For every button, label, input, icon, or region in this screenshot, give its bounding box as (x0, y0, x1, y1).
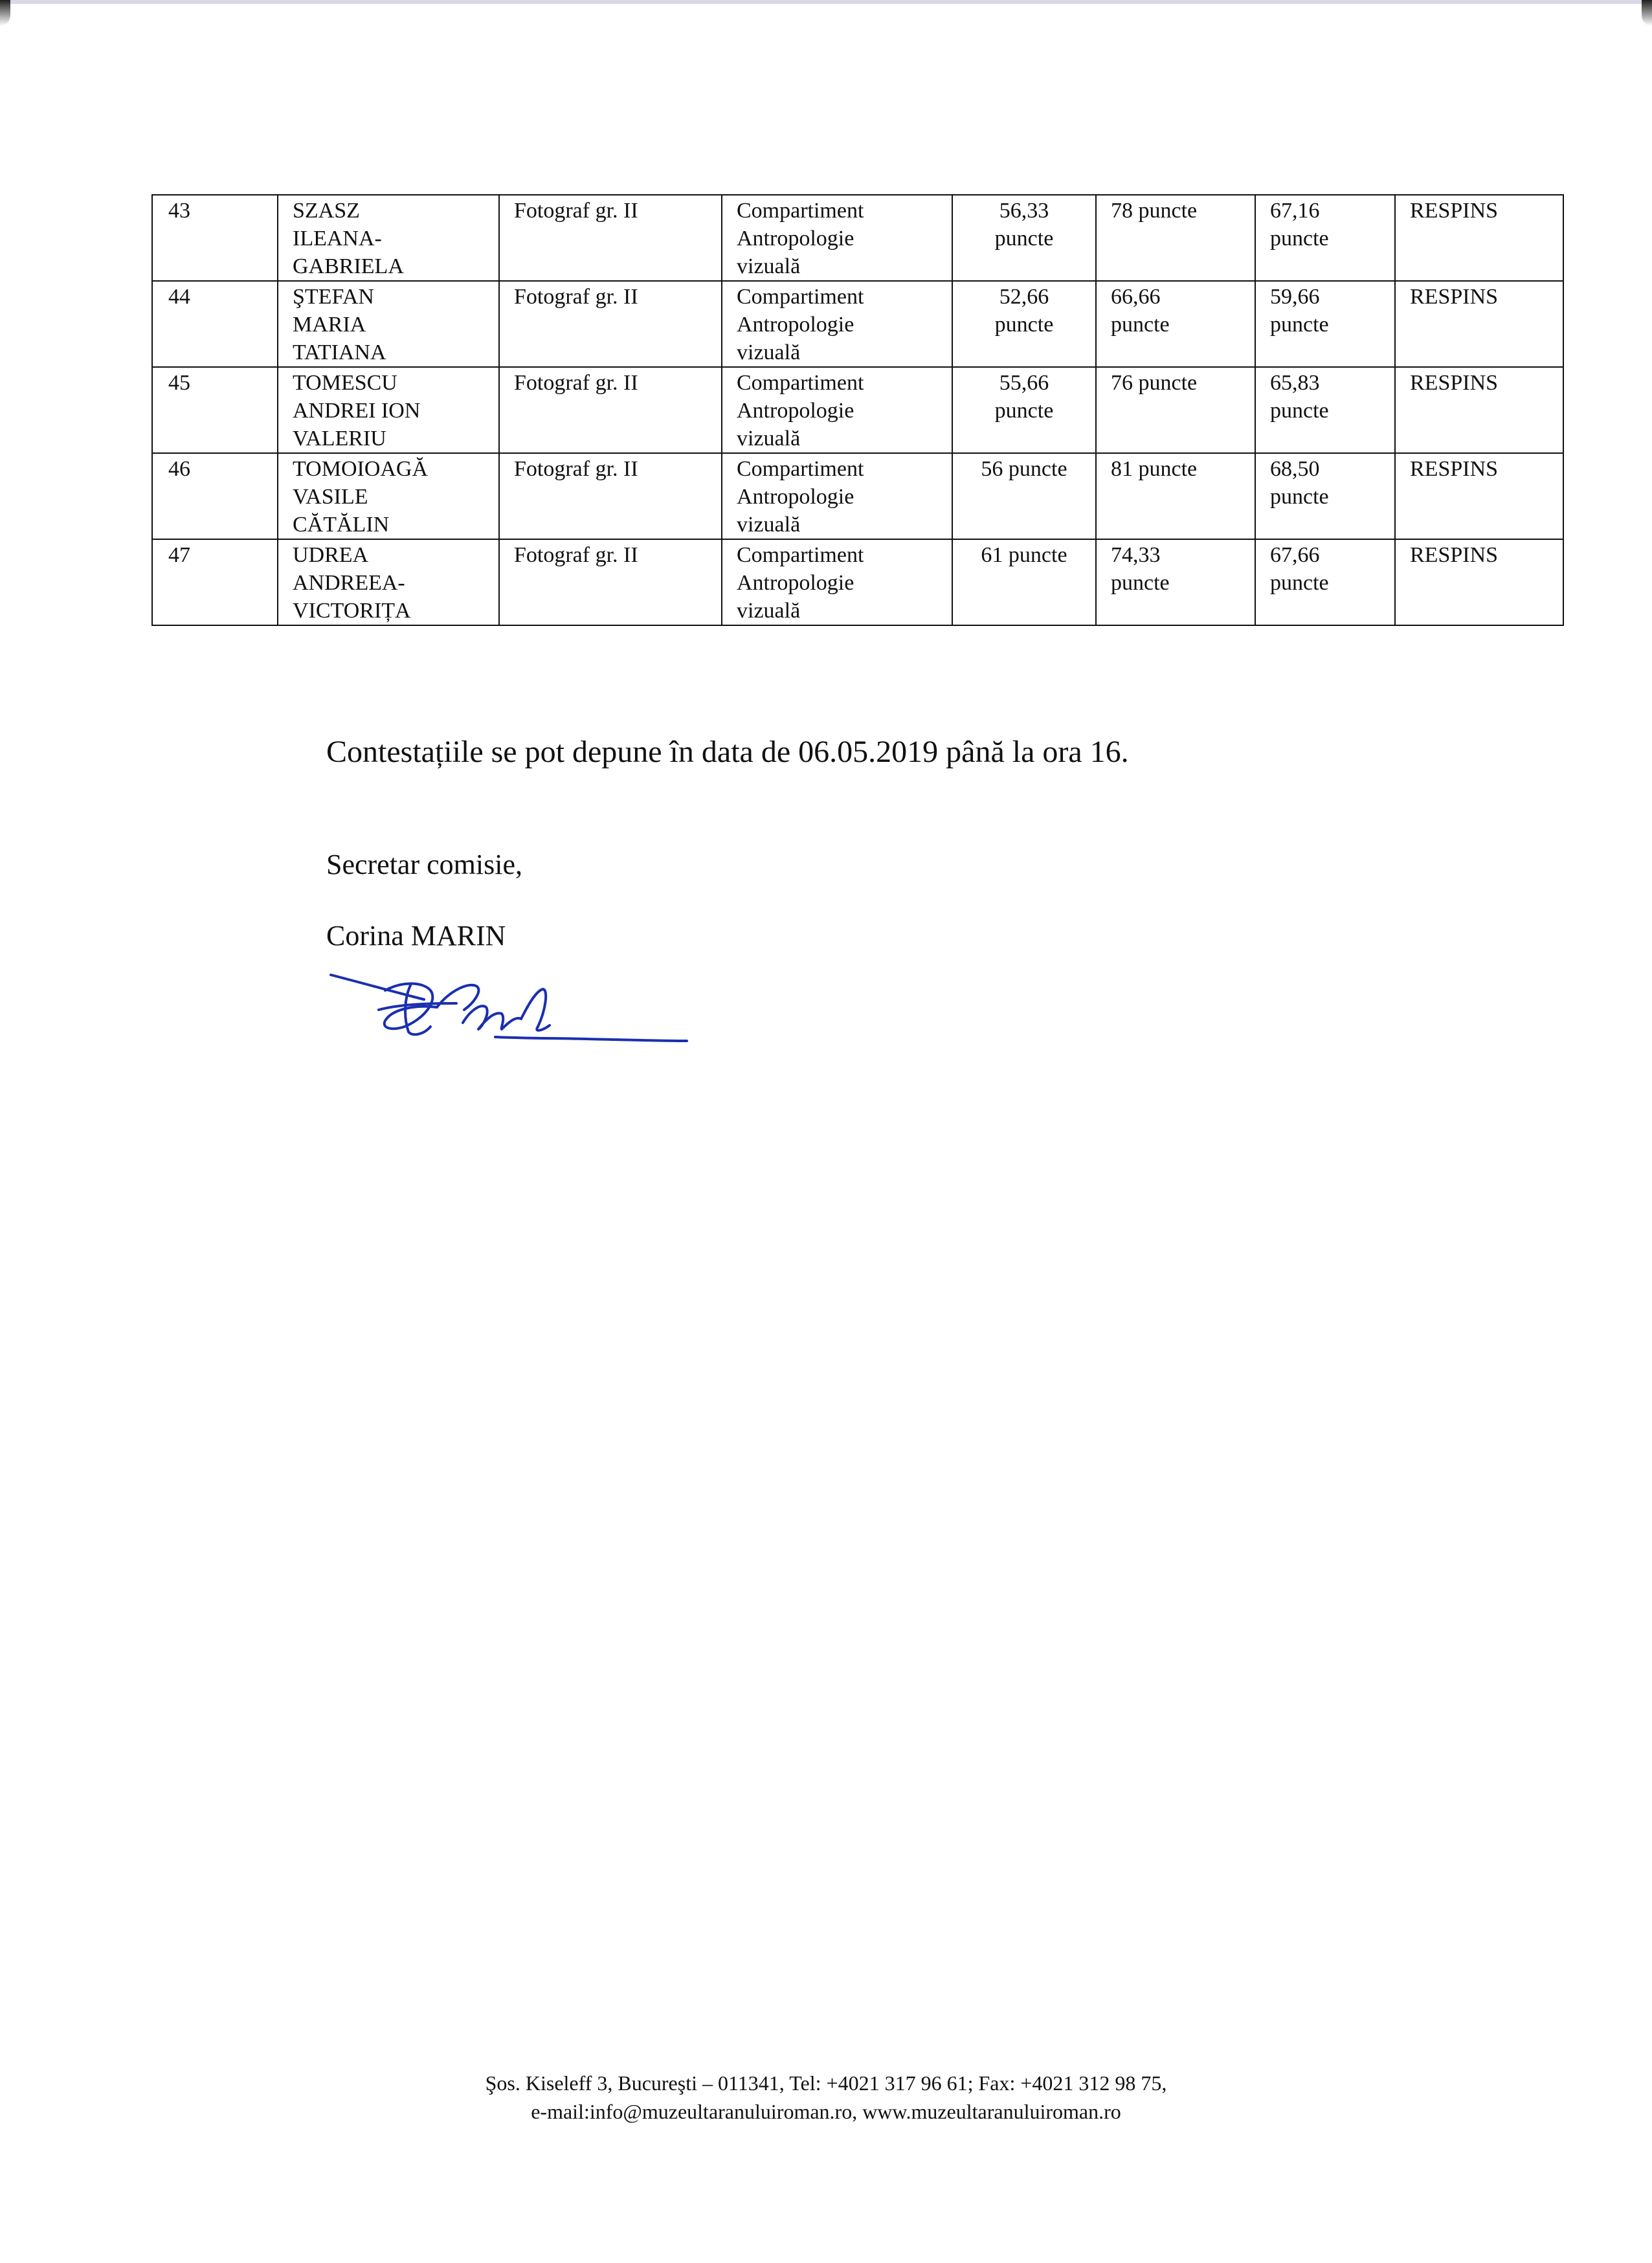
row-number: 44 (152, 281, 278, 367)
written-score: 61 puncte (952, 539, 1096, 625)
candidate-name: TOMESCU ANDREI ION VALERIU (278, 367, 499, 453)
interview-score: 74,33 puncte (1096, 539, 1255, 625)
page-top-edge (0, 0, 1652, 4)
written-score: 56,33 puncte (952, 195, 1096, 281)
final-score: 59,66 puncte (1255, 281, 1395, 367)
candidate-name: ŞTEFAN MARIA TATIANA (278, 281, 499, 367)
interview-score: 81 puncte (1096, 453, 1255, 539)
department: Compartiment Antropologie vizuală (722, 539, 952, 625)
row-number: 43 (152, 195, 278, 281)
table-row (152, 281, 1563, 367)
table-row (152, 453, 1563, 539)
table-row (152, 539, 1563, 625)
interview-score: 66,66 puncte (1096, 281, 1255, 367)
post-title: Fotograf gr. II (499, 195, 722, 281)
department: Compartiment Antropologie vizuală (722, 281, 952, 367)
scan-corner-shadow-right (1642, 0, 1652, 26)
result-status: RESPINS (1395, 195, 1563, 281)
footer-address: Şos. Kiseleff 3, Bucureşti – 011341, Tel: +4021 317 96 61; Fax: +4021 312 98 75, (485, 2071, 1167, 2095)
final-score: 68,50 puncte (1255, 453, 1395, 539)
result-status: RESPINS (1395, 453, 1563, 539)
written-score: 56 puncte (952, 453, 1096, 539)
handwritten-signature (327, 964, 689, 1049)
written-score: 52,66 puncte (952, 281, 1096, 367)
row-number: 46 (152, 453, 278, 539)
appeals-notice: Contestațiile se pot depune în data de 06.05.2019 până la ora 16. (326, 735, 1129, 769)
post-title: Fotograf gr. II (499, 453, 722, 539)
final-score: 67,66 puncte (1255, 539, 1395, 625)
post-title: Fotograf gr. II (499, 281, 722, 367)
interview-score: 76 puncte (1096, 367, 1255, 453)
department: Compartiment Antropologie vizuală (722, 453, 952, 539)
written-score: 55,66 puncte (952, 367, 1096, 453)
post-title: Fotograf gr. II (499, 367, 722, 453)
commission-secretary-label: Secretar comisie, (326, 849, 522, 880)
footer-contact: e-mail:info@muzeultaranuluiroman.ro, www.muzeultaranuluiroman.ro (531, 2100, 1121, 2123)
result-status: RESPINS (1395, 281, 1563, 367)
table-row (152, 367, 1563, 453)
candidate-name: SZASZ ILEANA- GABRIELA (278, 195, 499, 281)
department: Compartiment Antropologie vizuală (722, 195, 952, 281)
result-status: RESPINS (1395, 539, 1563, 625)
signer-name: Corina MARIN (326, 920, 506, 952)
candidate-name: TOMOIOAGĂ VASILE CĂTĂLIN (278, 453, 499, 539)
row-number: 47 (152, 539, 278, 625)
scan-corner-shadow-left (0, 0, 10, 26)
result-status: RESPINS (1395, 367, 1563, 453)
interview-score: 78 puncte (1096, 195, 1255, 281)
table-row (152, 195, 1563, 281)
candidate-name: UDREA ANDREEA- VICTORIȚA (278, 539, 499, 625)
final-score: 65,83 puncte (1255, 367, 1395, 453)
row-number: 45 (152, 367, 278, 453)
department: Compartiment Antropologie vizuală (722, 367, 952, 453)
results-table (151, 194, 1564, 626)
final-score: 67,16 puncte (1255, 195, 1395, 281)
post-title: Fotograf gr. II (499, 539, 722, 625)
